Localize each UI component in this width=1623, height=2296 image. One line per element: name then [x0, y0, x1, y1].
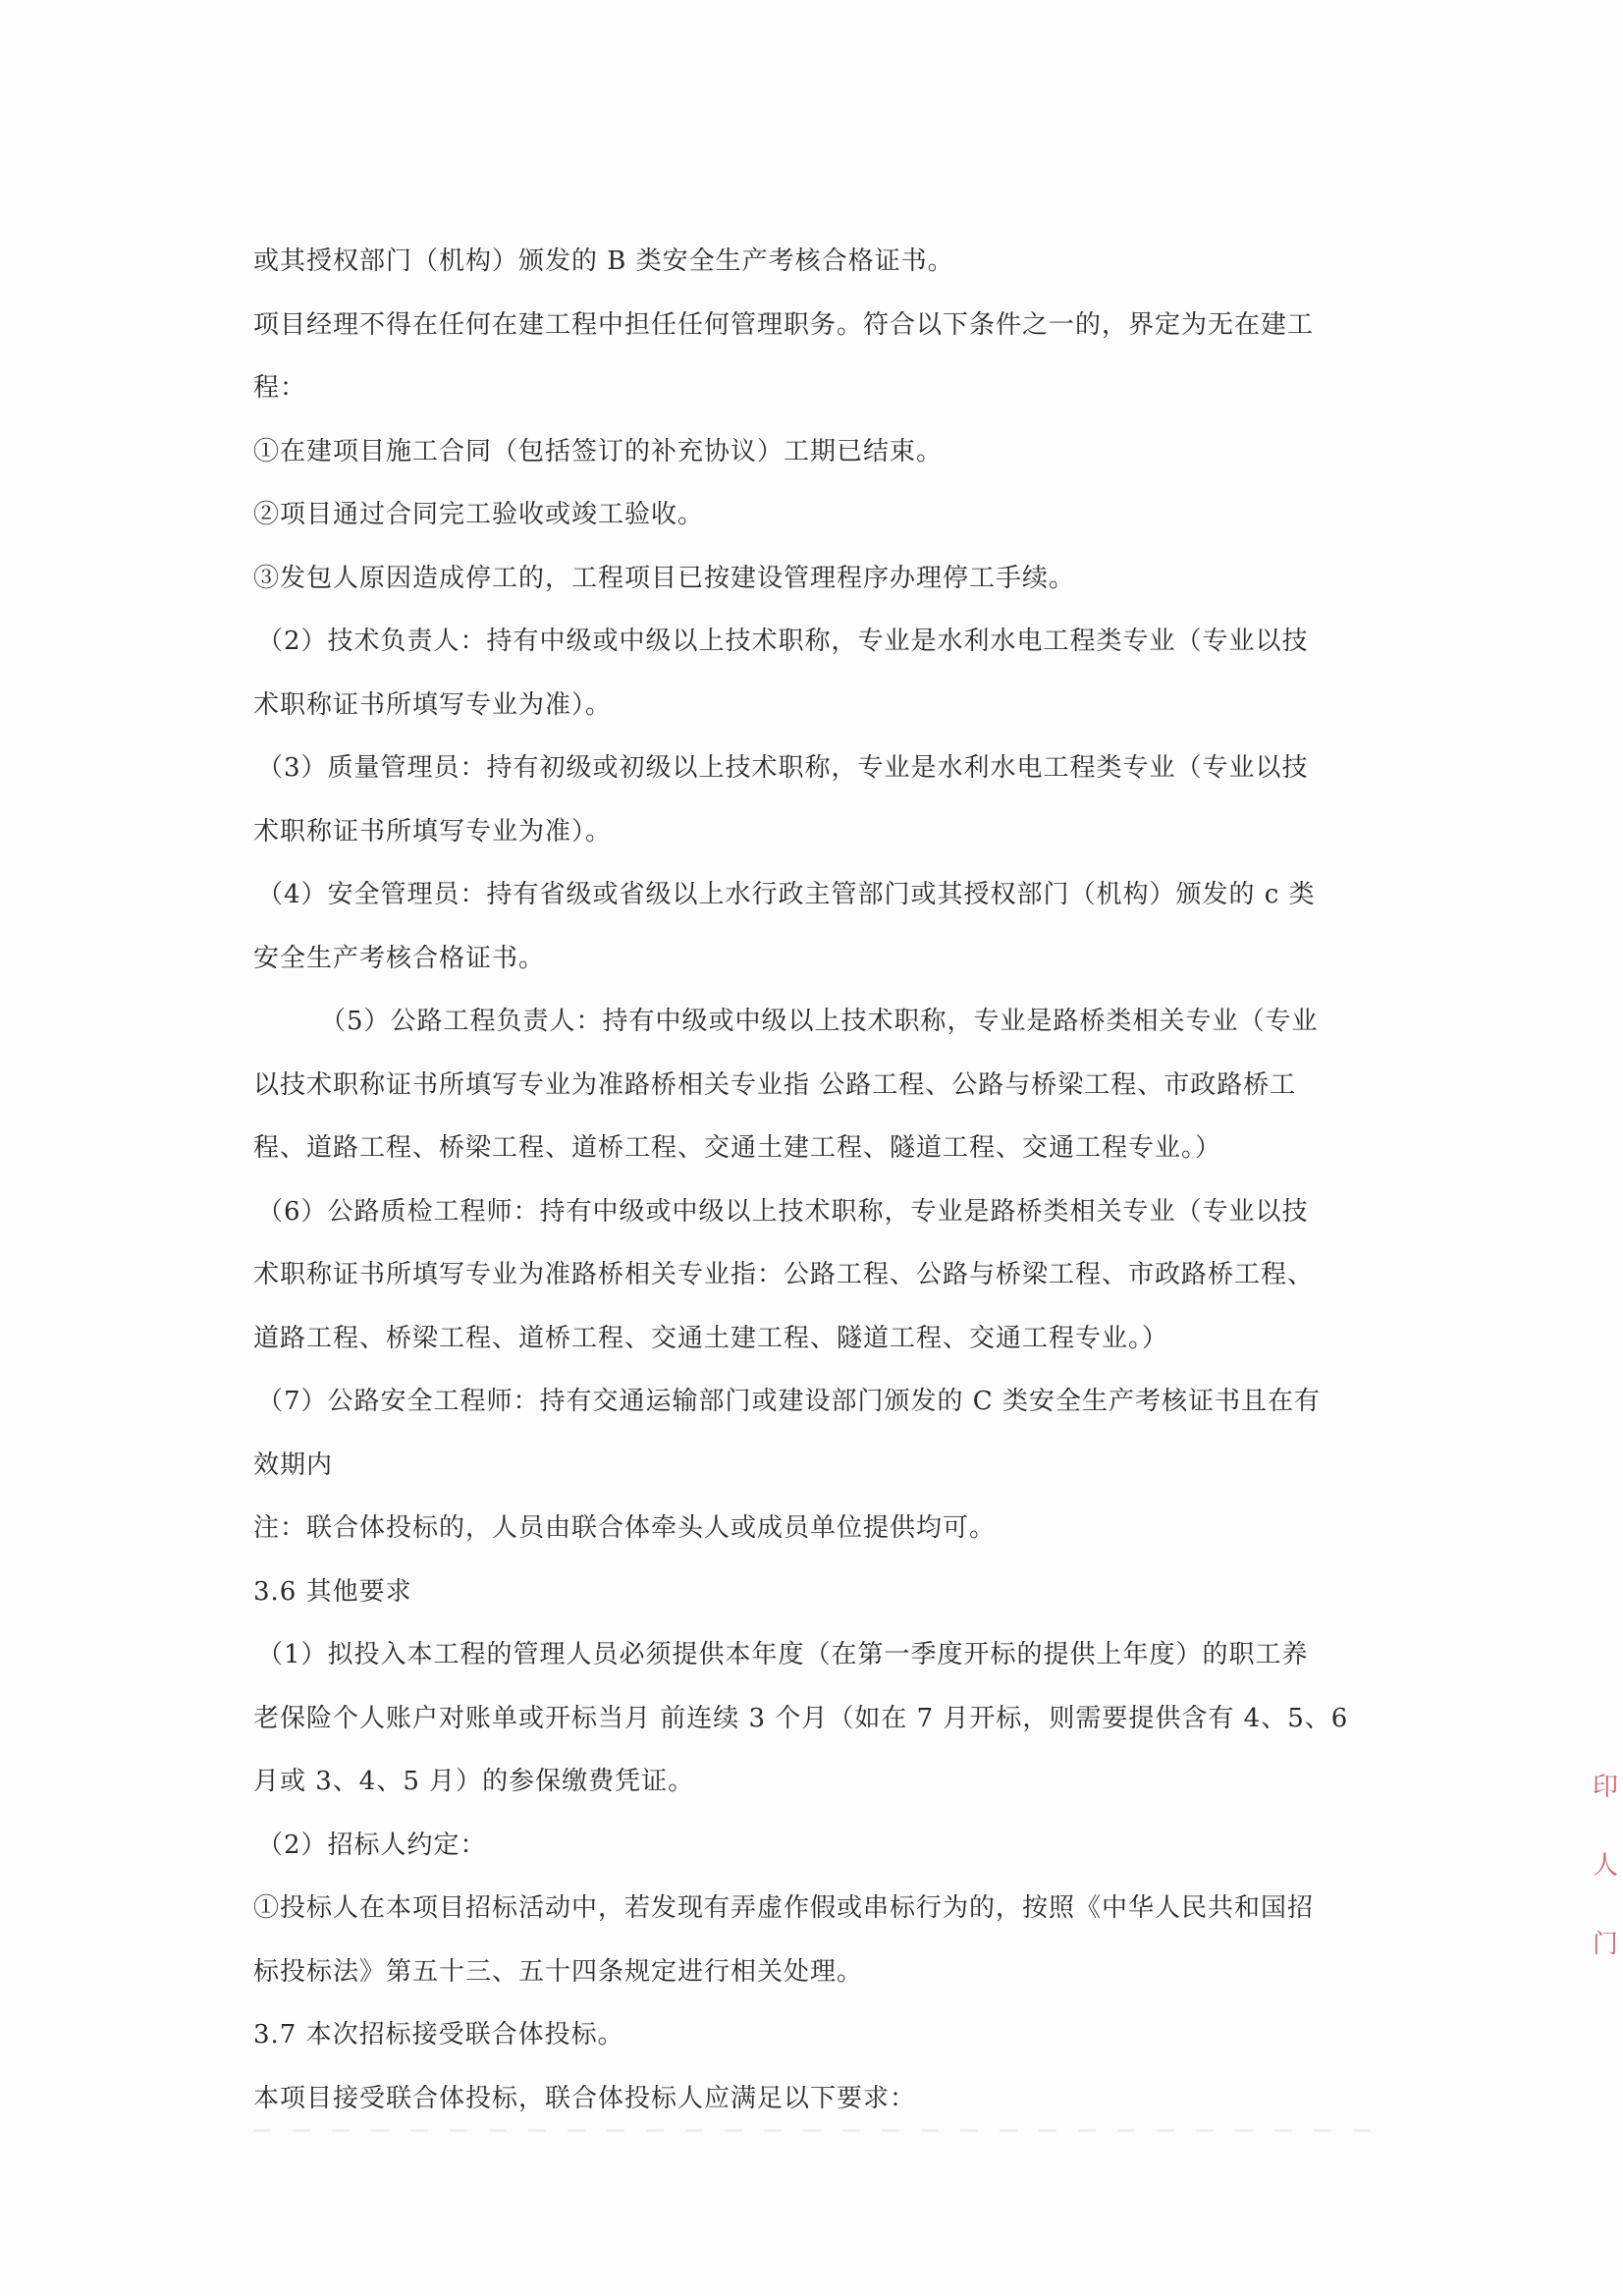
seal-glyph-3: 门: [1593, 1930, 1619, 1959]
seal-stamp-edge: [1593, 1748, 1619, 2043]
text-line-6: ③发包人原因造成停工的，工程项目已按建设管理程序办理停工手续。: [253, 563, 1076, 593]
text-line-28: 标投标法》第五十三、五十四条规定进行相关处理。: [253, 1956, 864, 1987]
text-line-19: （7）公路安全工程师：持有交通运输部门或建设部门颁发的 C 类安全生产考核证书且在有: [257, 1387, 1321, 1416]
text-line-13: （5）公路工程负责人：持有中级或中级以上技术职称，专业是路桥类相关专业（专业: [320, 1007, 1319, 1036]
document-body: [253, 230, 1363, 2130]
seal-glyph-2: 人: [1593, 1851, 1619, 1881]
text-line-9: （3）质量管理员：持有初级或初级以上技术职称，专业是水利水电工程类专业（专业以技: [257, 753, 1309, 783]
seal-glyph-1: 印: [1593, 1773, 1619, 1802]
text-line-25: 月或 3、4、5 月）的参保缴费凭证。: [253, 1767, 695, 1796]
text-line-15: 程、道路工程、桥梁工程、道桥工程、交通土建工程、隧道工程、交通工程专业。）: [253, 1133, 1222, 1163]
text-line-26: （2）招标人约定：: [257, 1830, 487, 1860]
text-line-10: 术职称证书所填写专业为准）。: [253, 816, 613, 847]
text-line-24: 老保险个人账户对账单或开标当月 前连续 3 个月（如在 7 月开标，则需要提供含有 4、5、6: [253, 1703, 1349, 1733]
text-line-4: ①在建项目施工合同（包括签订的补充协议）工期已结束。: [253, 436, 944, 466]
text-line-14: 以技术职称证书所填写专业为准路桥相关专业指 公路工程、公路与桥梁工程、市政路桥工: [253, 1069, 1297, 1100]
text-line-11: （4）安全管理员：持有省级或省级以上水行政主管部门或其授权部门（机构）颁发的 c 类: [257, 880, 1316, 909]
text-line-30: 本项目接受联合体投标，联合体投标人应满足以下要求：: [253, 2083, 917, 2113]
text-line-8: 术职称证书所填写专业为准）。: [253, 689, 613, 720]
text-line-7: （2）技术负责人：持有中级或中级以上技术职称，专业是水利水电工程类专业（专业以技: [257, 627, 1309, 656]
text-line-23: （1）拟投入本工程的管理人员必须提供本年度（在第一季度开标的提供上年度）的职工养: [257, 1640, 1309, 1669]
section-heading-3-6: 3.6 其他要求: [253, 1576, 412, 1607]
text-line-21: 注：联合体投标的，人员由联合体牵头人或成员单位提供均可。: [253, 1513, 997, 1543]
text-line-2: 项目经理不得在任何在建工程中担任任何管理职务。符合以下条件之一的，界定为无在建工: [253, 309, 1315, 340]
text-line-17: 术职称证书所填写专业为准路桥相关专业指：公路工程、公路与桥梁工程、市政路桥工程、: [253, 1260, 1315, 1289]
text-line-12: 安全生产考核合格证书。: [253, 943, 546, 973]
text-line-16: （6）公路质检工程师：持有中级或中级以上技术职称，专业是路桥类相关专业（专业以技: [257, 1196, 1309, 1227]
text-line-18: 道路工程、桥梁工程、道桥工程、交通土建工程、隧道工程、交通工程专业。）: [253, 1323, 1169, 1353]
text-line-27: ①投标人在本项目招标活动中，若发现有弄虚作假或串标行为的，按照《中华人民共和国招: [253, 1893, 1315, 1923]
text-line-5: ②项目通过合同完工验收或竣工验收。: [253, 500, 705, 529]
text-line-20: 效期内: [253, 1449, 334, 1480]
text-line-3: 程：: [253, 373, 307, 403]
scan-artifact: [253, 2129, 1382, 2132]
text-line-1: 或其授权部门（机构）颁发的 B 类安全生产考核合格证书。: [253, 246, 954, 276]
section-heading-3-7: 3.7 本次招标接受联合体投标。: [253, 2020, 624, 2050]
